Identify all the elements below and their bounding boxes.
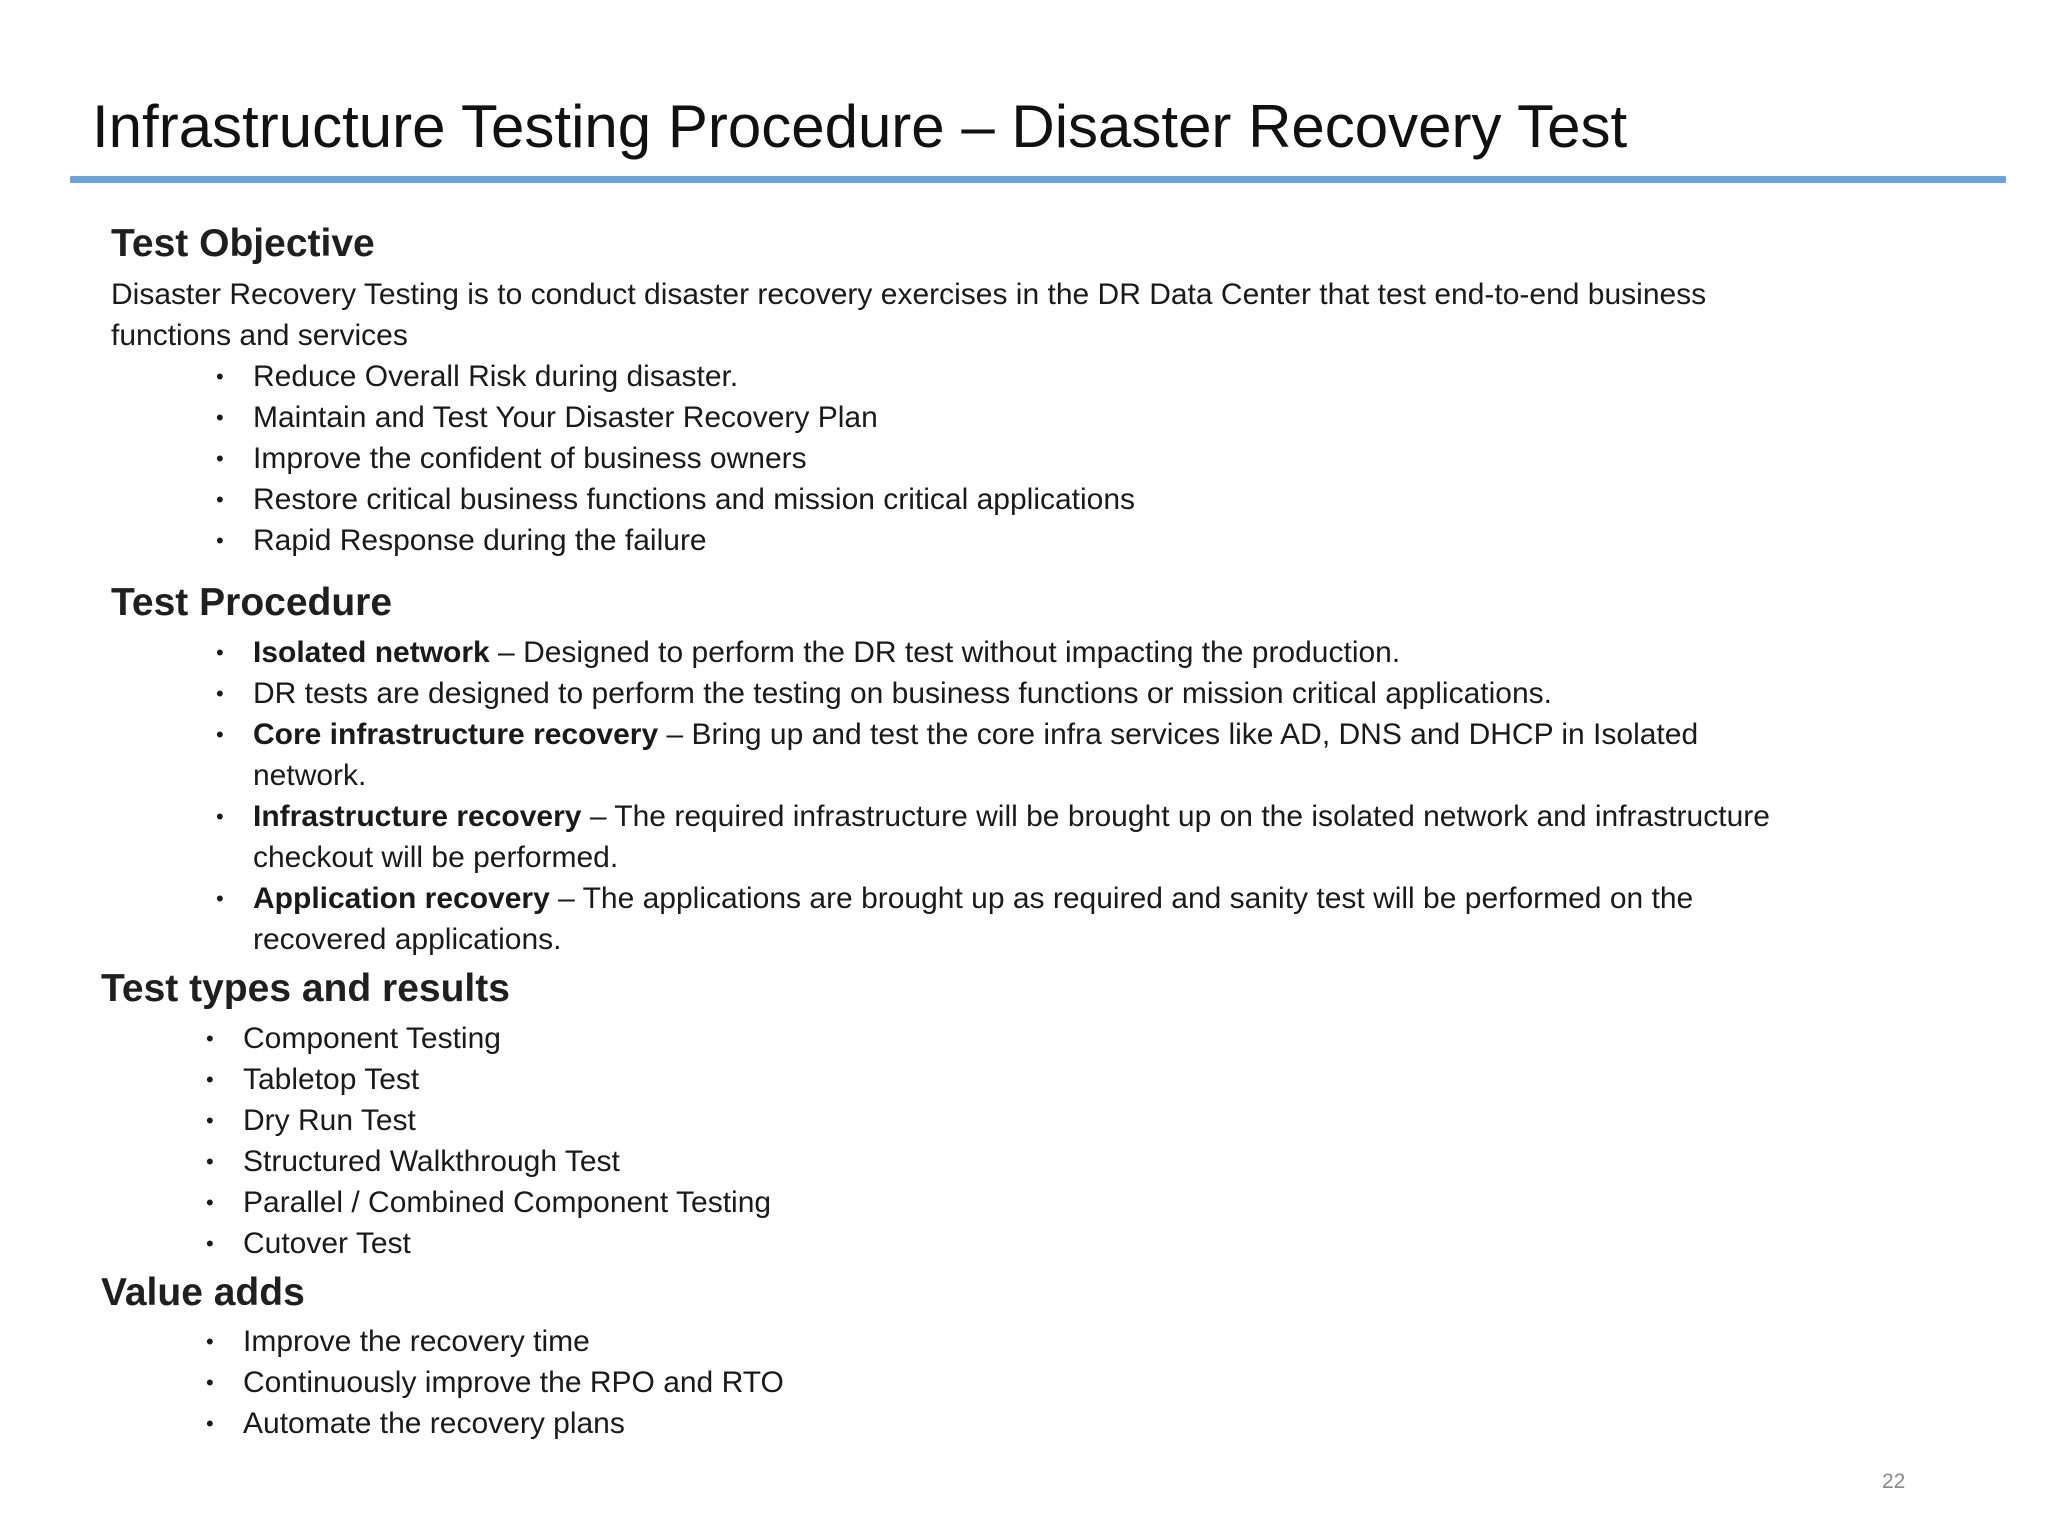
value-adds-heading: Value adds bbox=[101, 1271, 305, 1314]
title-divider bbox=[70, 176, 2006, 183]
page-number: 22 bbox=[1882, 1470, 1906, 1493]
list-item: • Reduce Overall Risk during disaster. bbox=[216, 360, 739, 393]
list-item: • Tabletop Test bbox=[206, 1063, 420, 1096]
list-item: • Core infrastructure recovery – Bring up and test the core infra services like AD, DNS and DHCP in Isolated network. bbox=[216, 718, 1699, 792]
test-types-bullet-list bbox=[206, 1018, 1443, 1264]
objective-bullet-list bbox=[216, 356, 1853, 561]
list-item: • Parallel / Combined Component Testing bbox=[206, 1186, 772, 1219]
list-item: • Rapid Response during the failure bbox=[216, 524, 707, 557]
list-item: • Component Testing bbox=[206, 1022, 501, 1055]
objective-heading: Test Objective bbox=[111, 222, 375, 265]
objective-paragraph: Disaster Recovery Testing is to conduct disaster recovery exercises in the DR Data Center that test end-to-end business functions and services bbox=[111, 278, 1707, 352]
slide-title: Infrastructure Testing Procedure – Disaster Recovery Test bbox=[92, 93, 1628, 160]
list-item: • Restore critical business functions and mission critical applications bbox=[216, 483, 1136, 516]
test-types-heading: Test types and results bbox=[101, 967, 510, 1010]
list-item: • Isolated network – Designed to perform the DR test without impacting the production. bbox=[216, 636, 1401, 669]
list-item: • Automate the recovery plans bbox=[206, 1407, 625, 1440]
list-item: • DR tests are designed to perform the testing on business functions or mission critical applications. bbox=[216, 677, 1552, 710]
list-item: • Improve the confident of business owners bbox=[216, 442, 807, 475]
procedure-bullet-list bbox=[216, 632, 1813, 960]
list-item: • Dry Run Test bbox=[206, 1104, 416, 1137]
list-item: • Application recovery – The applications are brought up as required and sanity test will be performed on the recovered applications. bbox=[216, 882, 1694, 956]
list-item: • Structured Walkthrough Test bbox=[206, 1145, 620, 1178]
list-item: • Maintain and Test Your Disaster Recovery Plan bbox=[216, 401, 878, 434]
list-item: • Improve the recovery time bbox=[206, 1325, 590, 1358]
list-item: • Infrastructure recovery – The required infrastructure will be brought up on the isolated network and infrastructure checkout will be performed. bbox=[216, 800, 1770, 874]
procedure-heading: Test Procedure bbox=[111, 581, 393, 624]
list-item: • Continuously improve the RPO and RTO bbox=[206, 1366, 784, 1399]
value-adds-bullet-list bbox=[206, 1321, 1443, 1444]
list-item: • Cutover Test bbox=[206, 1227, 411, 1260]
